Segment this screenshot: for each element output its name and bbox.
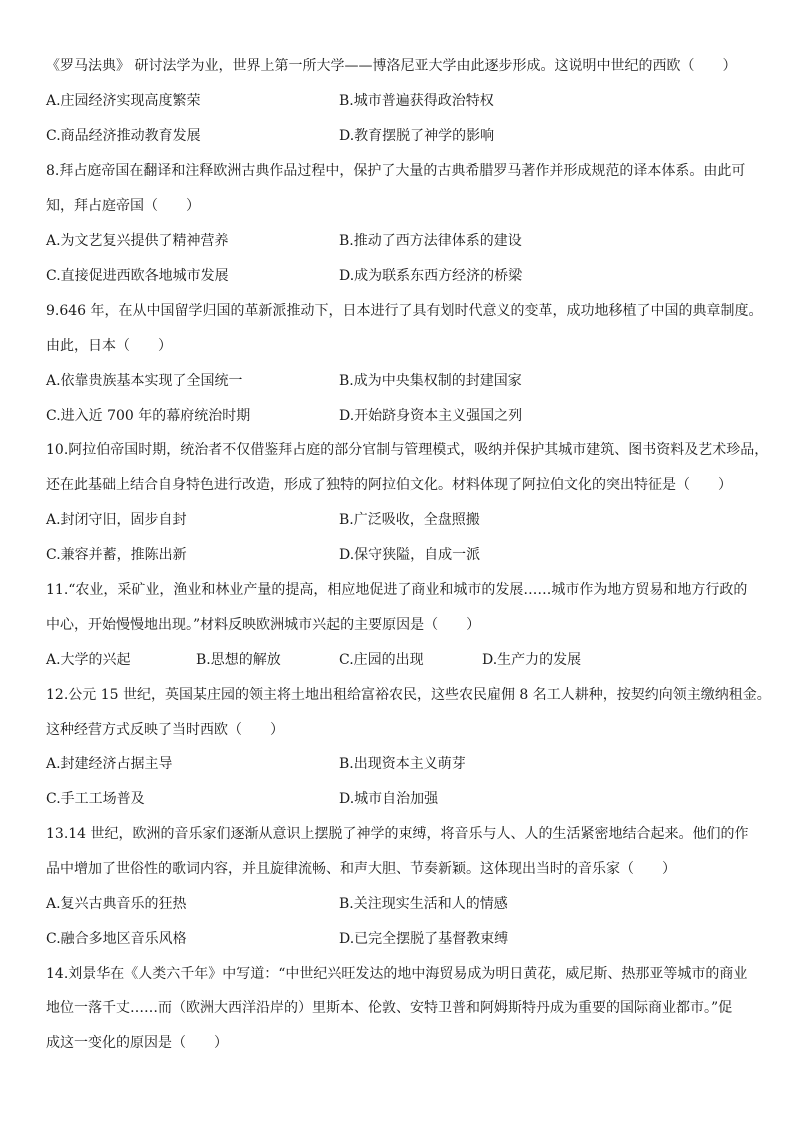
q13-stem-line-2: 品中增加了世俗性的歌词内容，并且旋律流畅、和声大胆、节奏新颖。这体现出当时的音乐家（ ） [46,861,676,877]
q12-option-d: D.城市自治加强 [339,791,439,807]
q8-option-d: D.成为联系东西方经济的桥梁 [339,268,523,284]
q12-option-c: C.手工工场普及 [46,791,145,807]
q7-option-b: B.城市普遍获得政治特权 [339,93,494,109]
q10-option-d: D.保守狭隘，自成一派 [339,547,481,563]
q12-option-a: A.封建经济占据主导 [46,756,173,772]
q13-option-a: A.复兴古典音乐的狂热 [46,896,187,912]
q8-option-b: B.推动了西方法律体系的建设 [339,233,522,249]
q7-stem-line-1: 《罗马法典》 研讨法学为业，世界上第一所大学——博洛尼亚大学由此逐步形成。这说明中世纪的西欧（ ） [46,58,737,74]
q7-option-d: D.教育摆脱了神学的影响 [339,128,495,144]
q8-stem-line-1: 8.拜占庭帝国在翻译和注释欧洲古典作品过程中，保护了大量的古典希腊罗马著作并形成规范的译本体系。由此可 [46,163,746,179]
q12-stem-line-2: 这种经营方式反映了当时西欧（ ） [46,722,284,738]
q12-option-b: B.出现资本主义萌芽 [339,756,466,772]
q12-stem-line-1: 12.公元 15 世纪，英国某庄园的领主将土地出租给富裕农民，这些农民雇佣 8 名工人耕种，按契约向领主缴纳租金。 [46,687,771,703]
q9-stem-line-1: 9.646 年，在从中国留学归国的革新派推动下，日本进行了具有划时代意义的变革，成功地移植了中国的典章制度。 [46,303,763,319]
q10-stem-line-1: 10.阿拉伯帝国时期，统治者不仅借鉴拜占庭的部分官制与管理模式，吸纳并保护其城市建筑、图书资料及艺术珍品， [46,442,769,458]
q9-stem-line-2: 由此，日本（ ） [46,338,172,354]
q7-option-a: A.庄园经济实现高度繁荣 [46,93,201,109]
q9-option-c: C.进入近 700 年的幕府统治时期 [46,408,251,424]
q8-option-c: C.直接促进西欧各地城市发展 [46,268,229,284]
q10-stem-line-2: 还在此基础上结合自身特色进行改造，形成了独特的阿拉伯文化。材料体现了阿拉伯文化的突出特征是（ ） [46,477,732,493]
q11-option-b: B.思想的解放 [196,652,281,668]
q11-option-c: C.庄园的出现 [339,652,424,668]
q13-option-c: C.融合多地区音乐风格 [46,931,187,947]
q11-stem-line-1: 11.“农业，采矿业，渔业和林业产量的提高，相应地促进了商业和城市的发展……城市作为地方贸易和地方行政的 [46,582,748,598]
q10-option-c: C.兼容并蓄，推陈出新 [46,547,187,563]
q13-stem-line-1: 13.14 世纪，欧洲的音乐家们逐渐从意识上摆脱了神学的束缚，将音乐与人、人的生活紧密地结合起来。他们的作 [46,826,749,842]
q14-stem-line-3: 成这一变化的原因是（ ） [46,1035,228,1051]
q9-option-d: D.开始跻身资本主义强国之列 [339,408,523,424]
q10-option-a: A.封闭守旧，固步自封 [46,512,187,528]
q7-option-c: C.商品经济推动教育发展 [46,128,201,144]
q10-option-b: B.广泛吸收，全盘照搬 [339,512,480,528]
q11-option-d: D.生产力的发展 [482,652,582,668]
q14-stem-line-1: 14.刘景华在《人类六千年》中写道：“中世纪兴旺发达的地中海贸易成为明日黄花，威尼斯、热那亚等城市的商业 [46,966,748,982]
q14-stem-line-2: 地位一落千丈……而（欧洲大西洋沿岸的）里斯本、伦敦、安特卫普和阿姆斯特丹成为重要的国际商业都市。”促 [46,1000,733,1016]
q13-option-b: B.关注现实生活和人的情感 [339,896,508,912]
q8-option-a: A.为文艺复兴提供了精神营养 [46,233,229,249]
q11-stem-line-2: 中心，开始慢慢地出现。”材料反映欧洲城市兴起的主要原因是（ ） [46,617,481,633]
q11-option-a: A.大学的兴起 [46,652,131,668]
q9-option-a: A.依靠贵族基本实现了全国统一 [46,373,243,389]
q8-stem-line-2: 知，拜占庭帝国（ ） [46,198,200,214]
q9-option-b: B.成为中央集权制的封建国家 [339,373,522,389]
q13-option-d: D.已完全摆脱了基督教束缚 [339,931,509,947]
